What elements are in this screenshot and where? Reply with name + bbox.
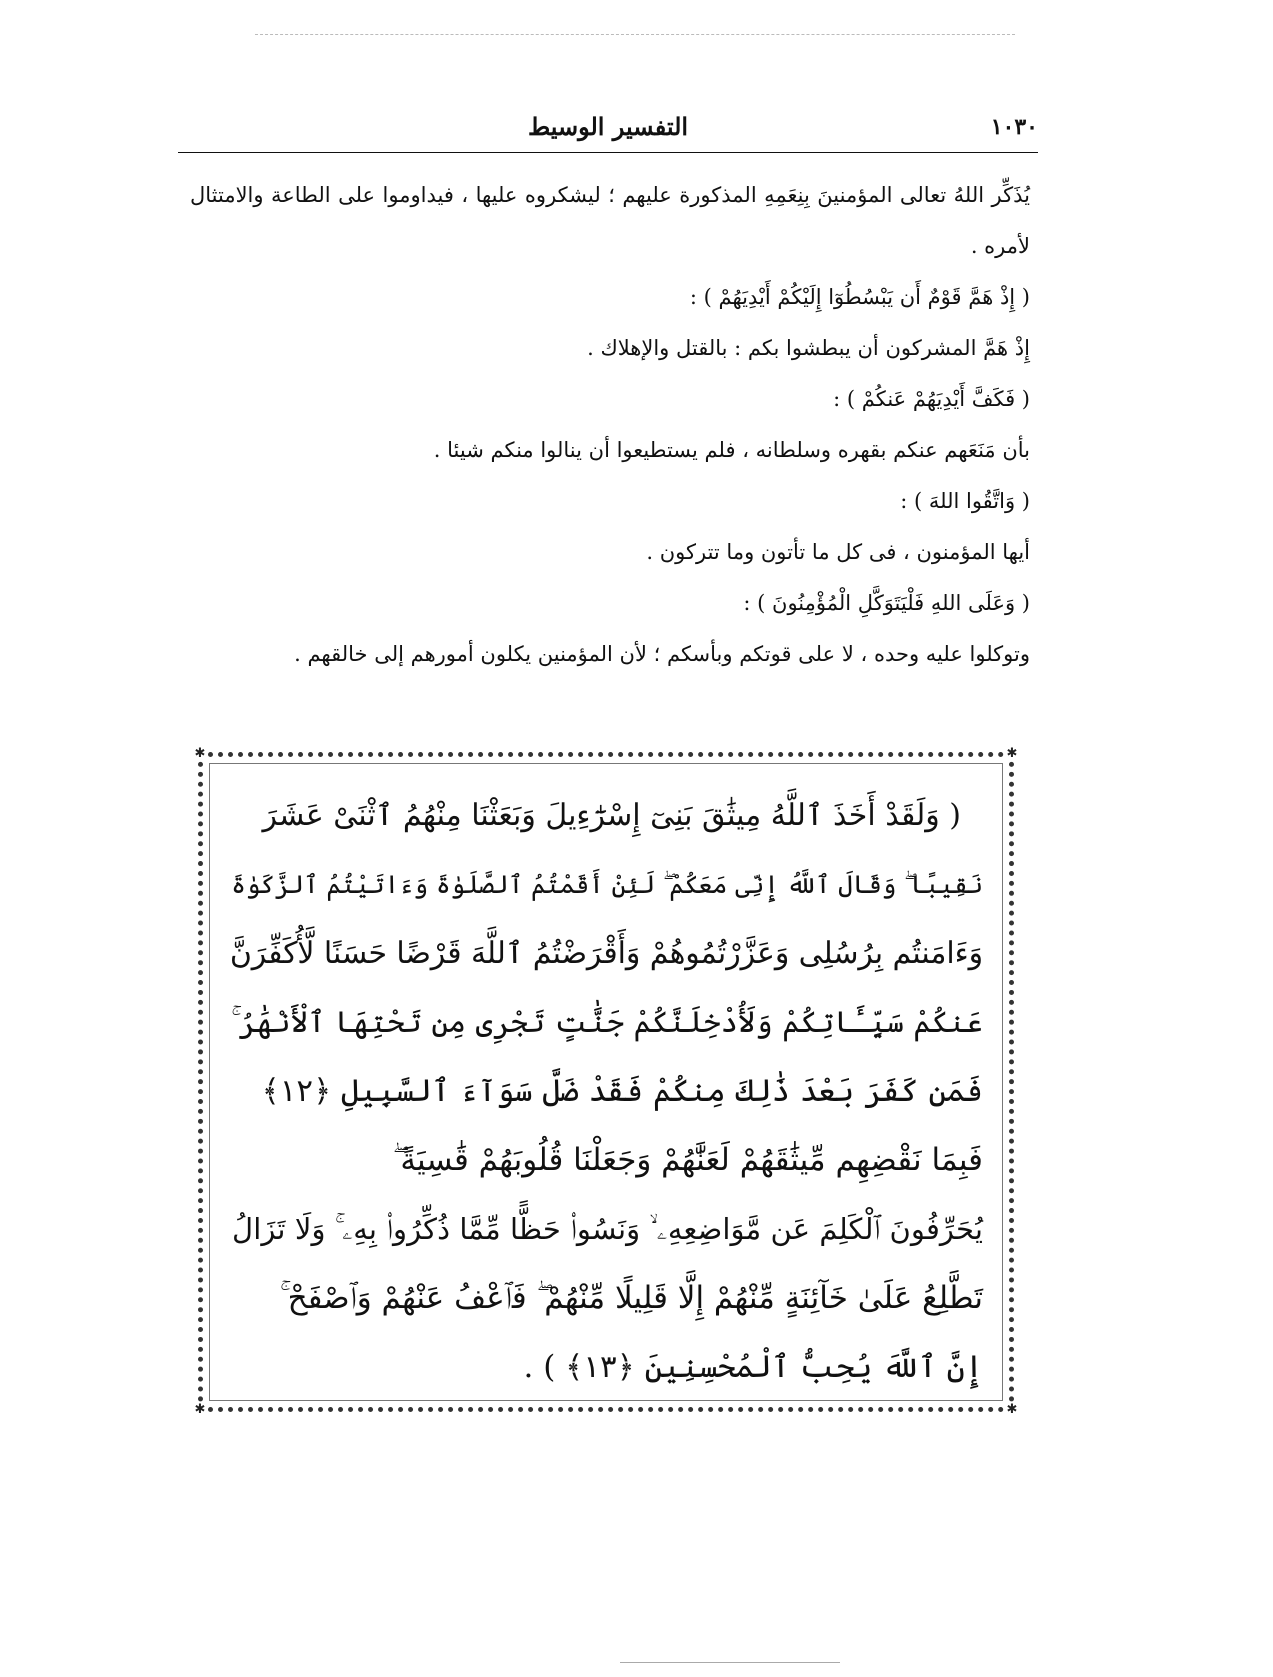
- header-rule: [178, 152, 1038, 153]
- verse-line: وَءَامَنتُم بِرُسُلِى وَعَزَّرْتُمُوهُمْ وَأَقْرَضْتُمُ ٱللَّهَ قَرْضًا حَسَنًا لَّأُكَفِّرَنَّ: [229, 936, 983, 971]
- verse-line: نَقِيبًا ۖ وَقَالَ ٱللَّهُ إِنِّى مَعَكُمْ ۖ لَئِنْ أَقَمْتُمُ ٱلصَّلَوٰةَ وَءَاتَيْتُمُ ٱلزَّكَوٰةَ: [231, 870, 983, 899]
- corner-ornament-icon: ✱: [194, 746, 206, 761]
- running-head: [178, 108, 1038, 150]
- verse-line: عَنكُمْ سَيِّـَٔاتِكُمْ وَلَأُدْخِلَنَّكُمْ جَنَّٰتٍ تَجْرِى مِن تَحْتِهَا ٱلْأَنْهَٰرُ ۚ: [231, 1005, 983, 1040]
- verse-quote: ( إِذْ هَمَّ قَوْمٌ أَن يَبْسُطُوٓا إِلَيْكُمْ أَيْدِيَهُمْ ) :: [689, 285, 1030, 309]
- corner-ornament-icon: ✱: [194, 1402, 206, 1417]
- page-number: ١٠٣٠: [990, 114, 1038, 140]
- commentary-paragraph: أيها المؤمنون ، فى كل ما تأتون وما تتركون .: [646, 540, 1030, 564]
- verse-quote: ( وَاتَّقُوا اللهَ ) :: [900, 489, 1030, 513]
- verse-quote: ( فَكَفَّ أَيْدِيَهُمْ عَنكُمْ ) :: [833, 387, 1030, 411]
- book-title: التفسير الوسيط: [527, 112, 689, 141]
- verse-frame: [194, 746, 1018, 1417]
- verse-line: تَطَّلِعُ عَلَىٰ خَآئِنَةٍ مِّنْهُمْ إِلَّا قَلِيلًا مِّنْهُمْ ۖ فَٱعْفُ عَنْهُمْ وَٱصْفَحْ ۚ: [279, 1280, 983, 1316]
- verse-line: فَبِمَا نَقْضِهِم مِّيثَٰقَهُمْ لَعَنَّٰهُمْ وَجَعَلْنَا قُلُوبَهُمْ قَٰسِيَةً ۖ: [392, 1142, 983, 1178]
- commentary-text: [190, 170, 1030, 680]
- verse-line: إِنَّ ٱللَّهَ يُحِبُّ ٱلْمُحْسِنِينَ ﴿١٣﴾ ) .: [523, 1349, 983, 1385]
- verse-line: يُحَرِّفُونَ ٱلْكَلِمَ عَن مَّوَاضِعِهِۦ ۙ وَنَسُوا۟ حَظًّا مِّمَّا ذُكِّرُوا۟ بِهِۦ ۚ وَلَا تَزَالُ: [232, 1212, 983, 1246]
- quran-verses: [229, 781, 983, 1402]
- commentary-paragraph: يُذَكِّر اللهُ تعالى المؤمنينَ بِنِعَمِهِ المذكورة عليهم ؛ ليشكروه عليها ، فيداوموا على الطاعة والامتثال لأمره .: [190, 183, 1030, 258]
- commentary-paragraph: إِذْ هَمَّ المشركون أن يبطشوا بكم : بالقتل والإهلاك .: [587, 336, 1030, 360]
- commentary-paragraph: بأن مَنَعَهم عنكم بقهره وسلطانه ، فلم يستطيعوا أن ينالوا منكم شيئا .: [433, 438, 1030, 462]
- scan-edge-bottom: [620, 1662, 840, 1663]
- corner-ornament-icon: ✱: [1006, 746, 1018, 761]
- verse-line: ( وَلَقَدْ أَخَذَ ٱللَّهُ مِيثَٰقَ بَنِىٓ إِسْرَٰٓءِيلَ وَبَعَثْنَا مِنْهُمُ ٱثْنَىْ عَشَرَ: [262, 798, 961, 833]
- commentary-paragraph: وتوكلوا عليه وحده ، لا على قوتكم وبأسكم ؛ لأن المؤمنين يكلون أمورهم إلى خالقهم .: [294, 642, 1030, 666]
- corner-ornament-icon: ✱: [1006, 1402, 1018, 1417]
- verse-quote: ( وَعَلَى اللهِ فَلْيَتَوَكَّلِ الْمُؤْمِنُونَ ) :: [743, 591, 1030, 615]
- verse-line: فَمَن كَفَرَ بَعْدَ ذَٰلِكَ مِنكُمْ فَقَدْ ضَلَّ سَوَآءَ ٱلسَّبِيلِ ﴿١٢﴾: [261, 1073, 983, 1109]
- scan-edge-top: [255, 34, 1015, 35]
